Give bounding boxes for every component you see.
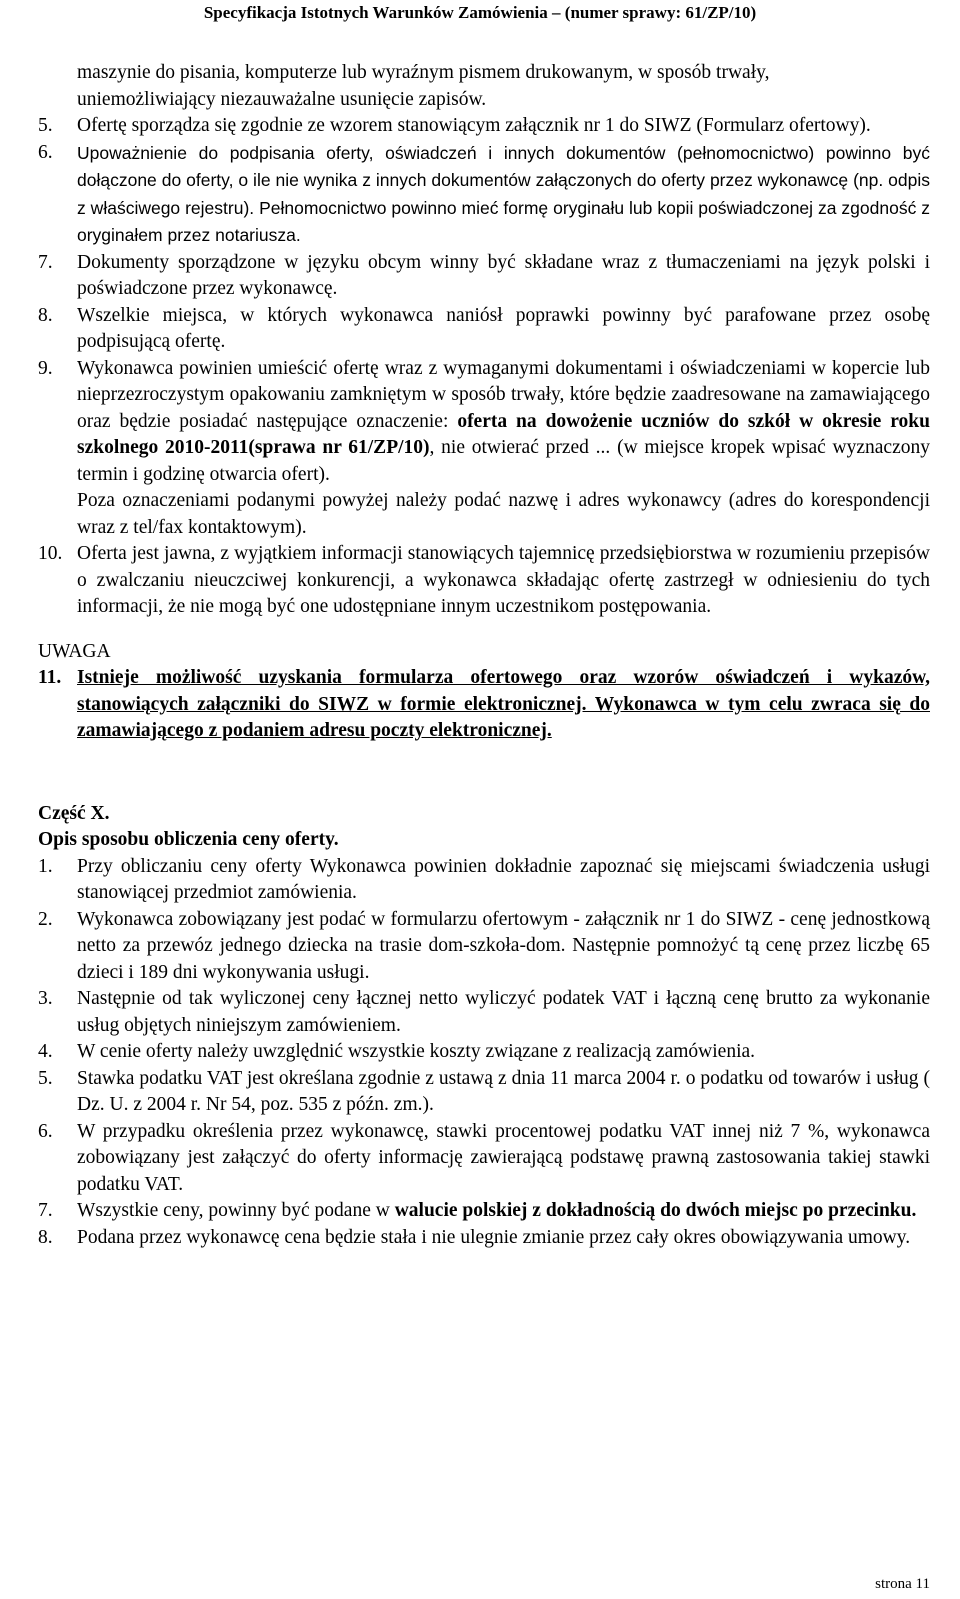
item-text: Wykonawca powinien umieścić ofertę wraz z wymaganymi dokumentami i oświadczeniami w kopercie lub nieprzezroczystym opakowaniu zamkniętym w sposób trwały, które będzie zaadresowane na zamawiającego oraz będzie posiadać następujące oznaczenie: <box>77 357 930 432</box>
item-number: 9. <box>38 357 53 379</box>
item-text: Wszelkie miejsca, w których wykonawca naniósł poprawki powinny być parafowane przez osobę podpisującą ofertę. <box>77 304 930 352</box>
item-number: 1. <box>38 855 53 877</box>
document-body <box>38 60 930 1251</box>
item-text: Podana przez wykonawcę cena będzie stała i nie ulegnie zmianie przez cały okres obowiązywania umowy. <box>77 1226 911 1248</box>
list-item-10 <box>38 541 930 621</box>
price-item-4 <box>38 1039 930 1066</box>
item-text: Dokumenty sporządzone w języku obcym winny być składane wraz z tłumaczeniami na język polski i poświadczone przez wykonawcę. <box>77 251 930 299</box>
item-text: Upoważnienie do podpisania oferty, oświadczeń i innych dokumentów (pełnomocnictwo) powinno być dołączone do oferty, o ile nie wynika z innych dokumentów załączonych do oferty przez wykonawcę (np. odpis z właściwego rejestru). Pełnomocnictwo powinno mieć formę oryginału lub kopii poświadczonej za zgodność z oryginałem przez notariusza. <box>77 142 930 245</box>
item-text-bold: oferta na dowożenie uczniów do szkół w okresie roku szkolnego 2010-2011(sprawa nr 61/ZP/10) <box>77 410 930 458</box>
item-extra-text: Poza oznaczeniami podanymi powyżej należy podać nazwę i adres wykonawcy (adres do korespondencji wraz z tel/fax kontaktowym). <box>77 490 930 538</box>
item-text: W przypadku określenia przez wykonawcę, stawki procentowej podatku VAT innej niż 7 %, wykonawca zobowiązany jest załączyć do oferty informację zawierającą podstawę prawną zastosowania takiej stawki podatku VAT. <box>77 1120 930 1195</box>
item-text: Oferta jest jawna, z wyjątkiem informacji stanowiących tajemnicę przedsiębiorstwa w rozumieniu przepisów o zwalczaniu nieuczciwej konkurencji, a wykonawca składając ofertę zastrzegł w odniesieniu do tych informacji, że nie mogą być one udostępniane innym uczestnikom postępowania. <box>77 543 930 617</box>
page-number: strona 11 <box>875 1576 930 1592</box>
section-title <box>38 801 930 828</box>
item-number: 10. <box>38 543 63 564</box>
item-text: Ofertę sporządza się zgodnie ze wzorem stanowiącym załącznik nr 1 do SIWZ (Formularz ofertowy). <box>77 115 871 136</box>
continuation-line-2: uniemożliwiający niezauważalne usunięcie zapisów. <box>77 88 487 110</box>
item-number: 6. <box>38 1120 53 1142</box>
price-item-7 <box>38 1198 930 1225</box>
spacer <box>38 745 930 801</box>
uwaga-text: Istnieje możliwość uzyskania formularza ofertowego oraz wzorów oświadczeń i wykazów, stanowiących załączniki do SIWZ w formie elektronicznej. Wykonawca w tym celu zwraca się do zamawiającego z podaniem adresu poczty elektronicznej. <box>77 667 930 741</box>
item-number: 11. <box>38 667 62 688</box>
price-item-8 <box>38 1225 930 1252</box>
item-number: 4. <box>38 1041 53 1062</box>
item-number: 2. <box>38 908 53 930</box>
continuation-line-1: maszynie do pisania, komputerze lub wyraźnym pismem drukowanym, w sposób trwały, <box>77 62 770 83</box>
item-number: 7. <box>38 1200 53 1221</box>
list-item-5 <box>38 113 930 140</box>
section-title-text: Część X. <box>38 802 110 824</box>
list-item-6 <box>38 140 930 250</box>
item-number: 5. <box>38 115 53 136</box>
item-number: 3. <box>38 988 53 1009</box>
price-item-5 <box>38 1066 930 1119</box>
item-text: Przy obliczaniu ceny oferty Wykonawca powinien dokładnie zapoznać się miejscami świadczenia usługi stanowiącej przedmiot zamówienia. <box>77 855 930 903</box>
item-text: Następnie od tak wyliczonej ceny łącznej netto wyliczyć podatek VAT i łączną cenę brutto za wykonanie usług objętych niniejszym zamówieniem. <box>77 988 930 1036</box>
list-item-9 <box>38 356 930 542</box>
item-number: 8. <box>38 304 53 326</box>
page-header: Specyfikacja Istotnych Warunków Zamówienia – (numer sprawy: 61/ZP/10) <box>203 3 757 22</box>
item-text: Wszystkie ceny, powinny być podane w <box>77 1200 395 1221</box>
item-number: 6. <box>38 141 53 163</box>
item-text-bold: walucie polskiej z dokładnością do dwóch miejsc po przecinku. <box>394 1200 917 1221</box>
uwaga-label: UWAGA <box>38 640 111 662</box>
item-text: Wykonawca zobowiązany jest podać w formularzu ofertowym - załącznik nr 1 do SIWZ - cenę jednostkową netto za przewóz jednego dziecka na trasie dom-szkoła-dom. Następnie pomnożyć tą cenę przez liczbę 65 dzieci i 189 dni wykonywania usługi. <box>77 908 930 983</box>
price-item-1 <box>38 854 930 907</box>
list-item-8 <box>38 303 930 356</box>
item-number: 8. <box>38 1226 53 1248</box>
price-item-3 <box>38 986 930 1039</box>
price-item-6 <box>38 1119 930 1199</box>
list-item-7 <box>38 250 930 303</box>
item-number: 7. <box>38 251 53 273</box>
uwaga-item-11 <box>38 665 930 745</box>
item-text: Stawka podatku VAT jest określana zgodnie z ustawą z dnia 11 marca 2004 r. o podatku od towarów i usług ( Dz. U. z 2004 r. Nr 54, poz. 535 z późn. zm.). <box>77 1067 930 1115</box>
price-item-2 <box>38 907 930 987</box>
section-subtitle <box>38 827 930 854</box>
item-text-post: , nie otwierać przed ... (w miejsce kropek wpisać wyznaczony termin i godzinę otwarcia ofert). <box>77 437 930 485</box>
item-text: W cenie oferty należy uwzględnić wszystkie koszty związane z realizacją zamówienia. <box>77 1041 756 1062</box>
section-subtitle-text: Opis sposobu obliczenia ceny oferty. <box>38 829 339 850</box>
item-number: 5. <box>38 1067 53 1089</box>
